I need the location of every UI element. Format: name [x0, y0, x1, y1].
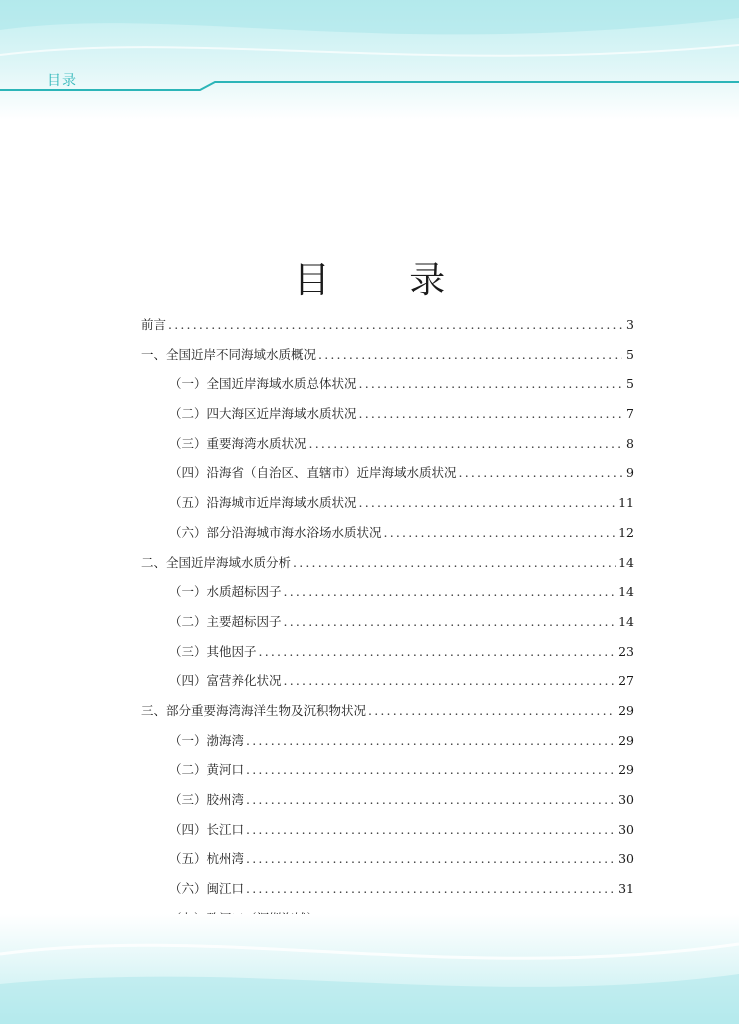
toc-entry[interactable]	[141, 637, 634, 667]
toc-entry-page: 8	[626, 435, 634, 451]
toc-entry-title: （一）渤海湾	[169, 732, 245, 748]
toc-entry[interactable]	[141, 548, 634, 578]
toc-entry-title: （六）闽江口	[169, 881, 245, 897]
dot-leader	[246, 755, 616, 785]
toc-entry-title: 一、全国近岸不同海域水质概况	[141, 346, 317, 362]
toc-entry[interactable]	[141, 369, 634, 399]
toc-entry[interactable]	[141, 518, 634, 548]
dot-leader	[284, 666, 617, 696]
toc-entry-page: 3	[626, 317, 634, 332]
header-wave-graphic	[0, 0, 739, 120]
toc-entry[interactable]	[141, 785, 634, 815]
toc-entry-title: 三、部分重要海湾海洋生物及沉积物状况	[141, 702, 367, 718]
dot-leader	[168, 310, 622, 340]
toc-entry-page: 27	[618, 673, 634, 689]
dot-leader	[359, 399, 622, 429]
dot-leader	[284, 607, 617, 637]
toc-entry[interactable]	[141, 696, 634, 726]
toc-entry-title: （五）杭州湾	[169, 851, 245, 867]
toc-entry[interactable]	[141, 755, 634, 785]
toc-entry-title: （三）其他因子	[169, 643, 257, 659]
toc-entry-title: （五）沿海城市近岸海域水质状况	[169, 495, 357, 511]
toc-entry[interactable]	[141, 310, 634, 340]
dot-leader	[246, 726, 616, 756]
toc-entry[interactable]	[141, 607, 634, 637]
toc-entry-title: 二、全国近岸海域水质分析	[141, 554, 292, 570]
toc-entry-title: （四）富营养化状况	[169, 673, 282, 689]
dot-leader	[359, 488, 617, 518]
header-decoration	[0, 0, 739, 120]
toc-entry-page: 29	[618, 732, 634, 748]
toc-entry-title: （二）黄河口	[169, 762, 245, 778]
dot-leader	[259, 637, 617, 667]
dot-leader	[246, 844, 616, 874]
toc-entry[interactable]	[141, 458, 634, 488]
toc-entry-page: 14	[618, 584, 634, 600]
toc-entry-title: （四）长江口	[169, 821, 245, 837]
toc-entry-page: 30	[618, 851, 634, 867]
toc-entry-page: 5	[626, 376, 634, 392]
footer-decoration	[0, 914, 739, 1024]
toc-entry[interactable]	[141, 815, 634, 845]
toc-entry[interactable]	[141, 429, 634, 459]
toc-entry-page: 11	[618, 495, 634, 511]
dot-leader	[359, 369, 622, 399]
page-title: 目 录	[293, 260, 480, 302]
toc-entry-page: 29	[618, 702, 634, 718]
toc-entry[interactable]	[141, 577, 634, 607]
dot-leader	[284, 577, 617, 607]
dot-leader	[246, 785, 616, 815]
toc-entry-page: 23	[618, 643, 634, 659]
toc-entry[interactable]	[141, 844, 634, 874]
dot-leader	[459, 458, 622, 488]
toc-entry-page: 7	[626, 406, 634, 422]
dot-leader	[384, 518, 617, 548]
toc-entry[interactable]	[141, 874, 634, 904]
toc-entry-title: （三）胶州湾	[169, 792, 245, 807]
dot-leader	[318, 340, 622, 370]
toc-entry-title: （六）部分沿海城市海水浴场水质状况	[169, 524, 382, 540]
footer-wave-graphic	[0, 914, 739, 1024]
toc-entry[interactable]	[141, 340, 634, 370]
toc-entry-page: 5	[626, 346, 634, 362]
toc-entry-title: （一）水质超标因子	[169, 584, 282, 600]
dot-leader	[368, 696, 616, 726]
toc-entry[interactable]	[141, 666, 634, 696]
toc-entry-title: （一）全国近岸海域水质总体状况	[169, 376, 357, 392]
toc-entry[interactable]	[141, 726, 634, 756]
header-section-label: 目录	[47, 73, 77, 89]
dot-leader	[309, 429, 622, 459]
toc-entry[interactable]	[141, 399, 634, 429]
toc-entry-title: （三）重要海湾水质状况	[169, 435, 307, 451]
toc-entry-page: 29	[618, 762, 634, 778]
toc-entry-page: 14	[618, 554, 634, 570]
toc-entry-title: 前言	[141, 317, 167, 332]
dot-leader	[293, 548, 616, 578]
table-of-contents	[141, 310, 634, 933]
dot-leader	[246, 815, 616, 845]
toc-entry-title: （二）四大海区近岸海域水质状况	[169, 406, 357, 422]
toc-entry-page: 12	[618, 524, 634, 540]
dot-leader	[246, 874, 616, 904]
toc-entry-page: 9	[626, 465, 634, 481]
toc-entry-page: 14	[618, 613, 634, 629]
toc-entry-title: （二）主要超标因子	[169, 613, 282, 629]
toc-entry-page: 31	[618, 881, 634, 897]
toc-entry[interactable]	[141, 488, 634, 518]
toc-entry-page: 30	[618, 792, 634, 807]
toc-entry-page: 30	[618, 821, 634, 837]
toc-entry-title: （四）沿海省（自治区、直辖市）近岸海域水质状况	[169, 465, 457, 481]
